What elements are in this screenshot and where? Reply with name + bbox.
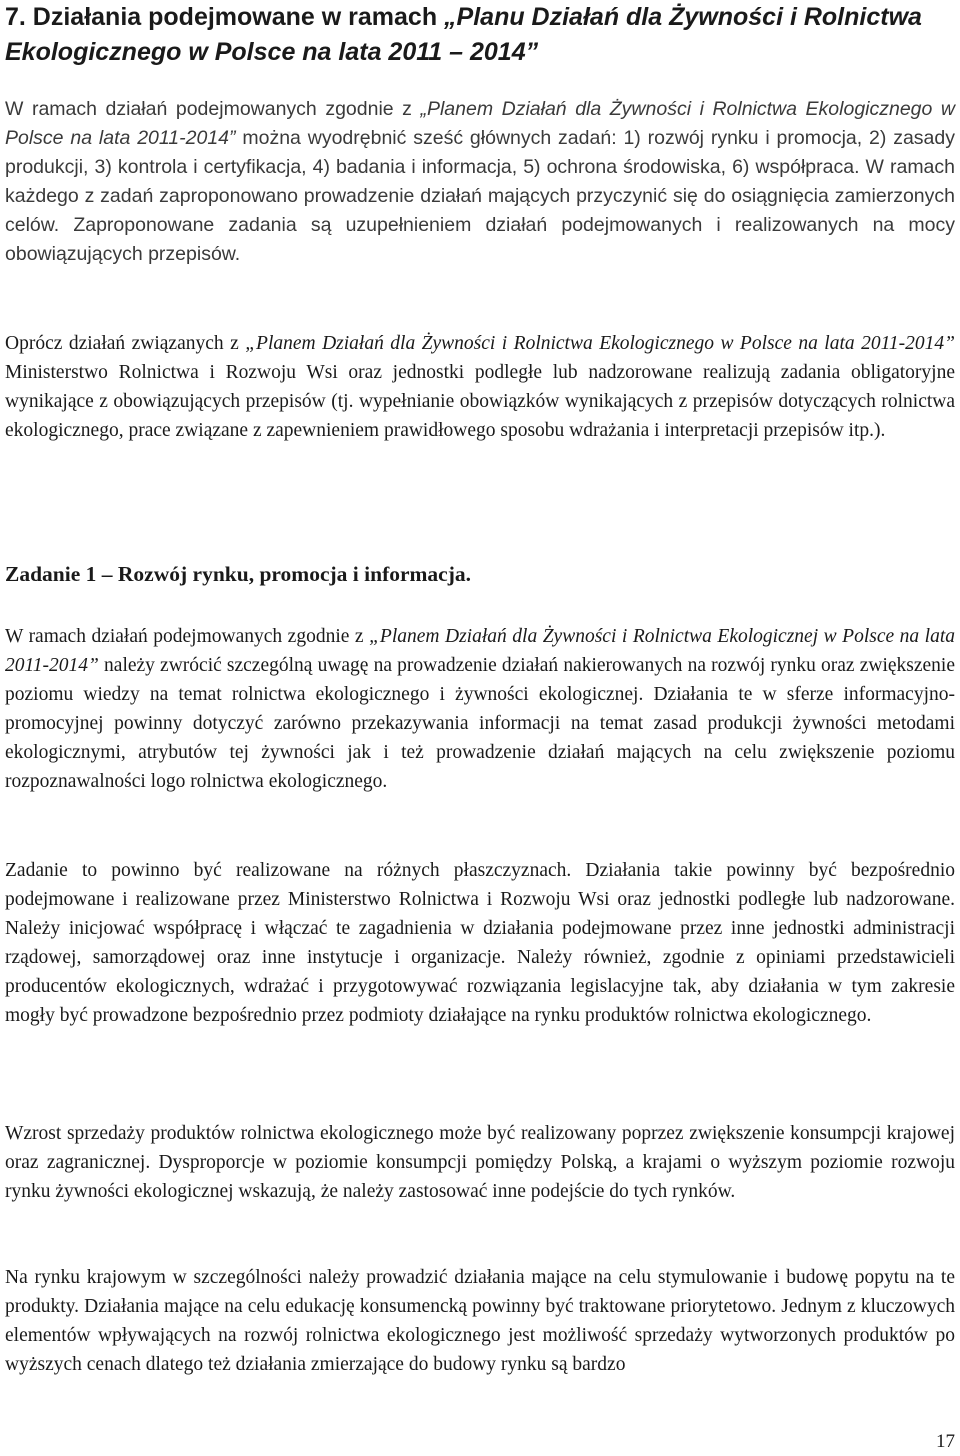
ministry-paragraph (5, 329, 955, 445)
task-paragraph-1-text-2: należy zwrócić szczególną uwagę na prowadzenie działań nakierowanych na rozwój rynku oraz zwiększenie poziomu wiedzy na temat rolnictwa ekologicznego i żywności ekologicznej. Działania te w sferze informacyjno-promocyjnej powinny dotyczyć zarówno przekazywania informacji na temat zasad produkcji żywności metodami ekologicznymi, atrybutów tej żywności jak i też prowadzenie działań mających na celu zwiększenie poziomu rozpoznawalności logo rolnictwa ekologicznego. (5, 655, 955, 792)
ministry-paragraph-plan-title: „Planem Działań dla Żywności i Rolnictwa Ekologicznego w Polsce na lata 2011-2014” (245, 333, 955, 354)
task-heading: Zadanie 1 – Rozwój rynku, promocja i informacja. (5, 562, 472, 586)
task-paragraph-3: Wzrost sprzedaży produktów rolnictwa ekologicznego może być realizowany poprzez zwiększenie konsumpcji krajowej oraz zagranicznej. Dysproporcje w poziomie konsumpcji pomiędzy Polską, a krajami o wyższym poziomie rozwoju rynku żywności ekologicznej wskazują, że należy zastosować inne podejście do tych rynków. (5, 1123, 955, 1202)
intro-paragraph-text-1: W ramach działań podejmowanych zgodnie z (5, 98, 421, 120)
task-paragraph-2: Zadanie to powinno być realizowane na różnych płaszczyznach. Działania takie powinny być bezpośrednio podejmowane i realizowane przez Ministerstwo Rolnictwa i Rozwoju Wsi oraz jednostki podległe lub nadzorowane. Należy inicjować współpracę i włączać te zagadnienia w działania podejmowane przez inne jednostki administracji rządowej, samorządowej oraz inne instytucje i organizacje. Należy również, zgodnie z opiniami przedstawicieli producentów ekologicznych, wdrażać i przygotowywać rozwiązania legislacyjne tak, aby działania w tym zakresie mogły być prowadzone bezpośrednio przez podmioty działające na rynku produktów rolnictwa ekologicznego. (5, 860, 955, 1026)
section-heading-text: Działania podejmowane w ramach (25, 3, 445, 31)
task-paragraph-1 (5, 622, 955, 796)
page-number: 17 (936, 1431, 955, 1452)
task-paragraph-1-plan-title: „Planem Działań dla Żywności i Rolnictwa Ekologicznej w Polsce na lata 2011-2014” (5, 626, 955, 676)
ministry-paragraph-text-1: Oprócz działań związanych z (5, 333, 246, 354)
intro-paragraph (5, 95, 955, 269)
section-heading (5, 0, 955, 70)
section-number: 7. (5, 3, 26, 31)
task-paragraph-1-text-1: W ramach działań podejmowanych zgodnie z (5, 626, 370, 647)
intro-paragraph-text-2: można wyodrębnić sześć głównych zadań: 1) rozwój rynku i promocja, 2) zasady produkcji, 3) kontrola i certyfikacja, 4) badania i informacja, 5) ochrona środowiska, 6) współpraca. W ramach każdego z zadań zaproponowano prowadzenie działań mających przyczynić się do osiągnięcia zamierzonych celów. Zaproponowane zadania są uzupełnieniem działań podejmowanych i realizowanych na mocy obowiązujących przepisów. (5, 127, 955, 265)
task-paragraph-4: Na rynku krajowym w szczególności należy prowadzić działania mające na celu stymulowanie i budowę popytu na te produkty. Działania mające na celu edukację konsumencką powinny być traktowane priorytetowo. Jednym z kluczowych elementów wpływających na rozwój rolnictwa ekologicznego jest możliwość sprzedaży wytworzonych produktów po wyższych cenach dlatego też działania zmierzające do budowy rynku są bardzo (5, 1267, 955, 1375)
section-heading-plan-title: „Planu Działań dla Żywności i Rolnictwa Ekologicznego w Polsce na lata 2011 – 2014” (5, 3, 922, 66)
document-page (5, 0, 955, 1456)
intro-paragraph-plan-title: „Planem Działań dla Żywności i Rolnictwa Ekologicznego w Polsce na lata 2011-2014” (5, 98, 955, 149)
ministry-paragraph-text-2: Ministerstwo Rolnictwa i Rozwoju Wsi oraz jednostki podległe lub nadzorowane realizują zadania obligatoryjne wynikające z obowiązujących przepisów (tj. wypełnianie obowiązków wynikających z przepisów dotyczących rolnictwa ekologicznego, prace związane z zapewnieniem prawidłowego sposobu wdrażania i interpretacji przepisów itp.). (5, 362, 955, 441)
